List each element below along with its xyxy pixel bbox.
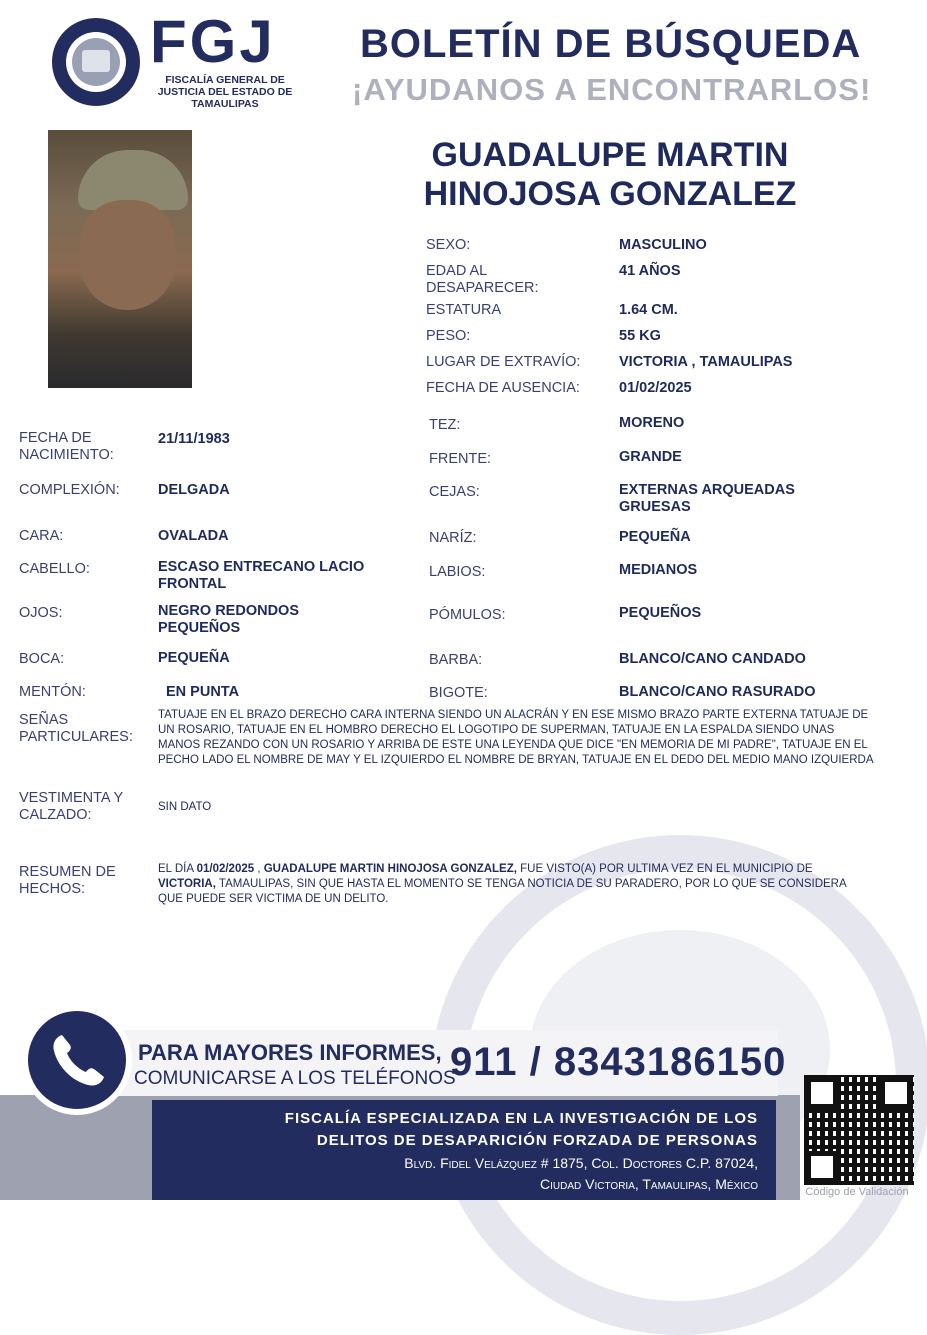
field-value-frente: GRANDE [619, 449, 682, 465]
contact-line-1: PARA MAYORES INFORMES, [138, 1040, 442, 1065]
vestimenta-text: SIN DATO [158, 801, 212, 813]
senas-label: SEÑAS PARTICULARES: [19, 712, 133, 746]
field-label-tez: TEZ: [429, 417, 461, 433]
field-value-fecha-ausencia: 01/02/2025 [619, 380, 692, 396]
field-value-bigote: BLANCO/CANO RASURADO [619, 684, 816, 700]
field-value-sexo: MASCULINO [619, 237, 707, 253]
field-label-nariz: NARÍZ: [429, 530, 477, 546]
vestimenta-label: VESTIMENTA Y CALZADO: [19, 790, 123, 824]
field-label-boca: BOCA: [19, 651, 65, 667]
field-label-menton: MENTÓN: [19, 684, 86, 700]
footer-line-1: FISCALÍA ESPECIALIZADA EN LA INVESTIGACIÓN DE LOS [284, 1110, 758, 1127]
field-label-lugar: LUGAR DE EXTRAVÍO: [426, 354, 581, 370]
field-label-estatura: ESTATURA [426, 302, 502, 318]
field-label-complexion: COMPLEXIÓN: [19, 482, 120, 498]
resumen-label: RESUMEN DE HECHOS: [19, 864, 116, 898]
name-line-1: GUADALUPE MARTIN [431, 136, 789, 174]
field-label-pomulos: PÓMULOS: [429, 607, 506, 623]
footer-line-3: Blvd. Fidel Velázquez # 1875, Col. Doctores C.P. 87024, [404, 1155, 758, 1171]
field-label-fecha-ausencia: FECHA DE AUSENCIA: [426, 380, 580, 396]
phone-icon [22, 1005, 132, 1115]
field-value-complexion: DELGADA [158, 482, 230, 498]
field-value-estatura: 1.64 CM. [619, 302, 678, 318]
field-label-cejas: CEJAS: [429, 484, 480, 500]
field-value-ojos: NEGRO REDONDOS PEQUEÑOS [158, 603, 299, 637]
footer-block [152, 1100, 776, 1200]
field-label-nacimiento: FECHA DE NACIMIENTO: [19, 430, 114, 464]
field-label-edad: EDAD AL DESAPARECER: [426, 263, 539, 297]
field-value-cabello: ESCASO ENTRECANO LACIO FRONTAL [158, 559, 365, 593]
field-label-barba: BARBA: [429, 652, 483, 668]
field-value-labios: MEDIANOS [619, 562, 698, 578]
page-subtitle: ¡AYUDANOS A ENCONTRARLOS! [352, 72, 872, 107]
person-photo [48, 130, 192, 388]
field-value-pomulos: PEQUEÑOS [619, 605, 702, 621]
field-value-cejas: EXTERNAS ARQUEADAS GRUESAS [619, 482, 795, 516]
qr-code-icon [804, 1075, 914, 1185]
field-value-tez: MORENO [619, 415, 685, 431]
field-label-frente: FRENTE: [429, 451, 492, 467]
contact-phones: 911 / 8343186150 [450, 1040, 787, 1084]
logo-subtitle: FISCALÍA GENERAL DE JUSTICIA DEL ESTADO DE TAMAULIPAS [157, 74, 293, 111]
field-label-ojos: OJOS: [19, 605, 63, 621]
page-title: BOLETÍN DE BÚSQUEDA [360, 22, 862, 66]
field-value-nariz: PEQUEÑA [619, 529, 691, 545]
field-label-labios: LABIOS: [429, 564, 486, 580]
contact-line-2: COMUNICARSE A LOS TELÉFONOS [134, 1068, 456, 1089]
field-label-cabello: CABELLO: [19, 561, 90, 577]
field-value-boca: PEQUEÑA [158, 650, 230, 666]
footer-line-2: DELITOS DE DESAPARICIÓN FORZADA DE PERSONAS [316, 1132, 758, 1149]
resumen-text: EL DÍA 01/02/2025 , GUADALUPE MARTIN HINOJOSA GONZALEZ, FUE VISTO(A) POR ULTIMA VEZ EN EL MUNICIPIO DE VICTORIA, TAMAULIPAS, SIN QUE HASTA EL MOMENTO SE TENGA NOTICIA DE SU PARADERO, POR LO QUE SE CONSIDERA QUE PUEDE SER VICTIMA DE UN DELITO. [158, 863, 847, 905]
field-value-edad: 41 AÑOS [619, 263, 681, 279]
field-value-lugar: VICTORIA , TAMAULIPAS [619, 354, 793, 370]
field-label-sexo: SEXO: [426, 237, 471, 253]
fgj-seal-icon [52, 18, 140, 106]
field-value-peso: 55 KG [619, 328, 661, 344]
field-value-menton: EN PUNTA [166, 684, 240, 700]
field-label-bigote: BIGOTE: [429, 685, 488, 701]
field-label-peso: PESO: [426, 328, 471, 344]
footer-line-4: Ciudad Victoria, Tamaulipas, México [540, 1176, 758, 1192]
field-value-cara: OVALADA [158, 528, 229, 544]
logo-text: FGJ [150, 8, 276, 75]
field-label-cara: CARA: [19, 528, 64, 544]
senas-text: TATUAJE EN EL BRAZO DERECHO CARA INTERNA SIENDO UN ALACRÁN Y EN ESE MISMO BRAZO PARTE EXTERNA TATUAJE DE UN ROSARIO, TATUAJE EN EL HOMBRO DERECHO EL LOGOTIPO DE SUPERMAN, TATUAJE EN LA ESPALDA SIENDO UNAS MANOS REZANDO CON UN ROSARIO Y ARRIBA DE ESTE UNA LEYENDA QUE DICE "EN MEMORIA DE MI PADRE", TATUAJE EN EL PECHO LADO EL NOMBRE DE MAY Y EL IZQUIERDO EL NOMBRE DE BRYAN, TATUAJE EN EL DEDO DEL MEDIO MANO IZQUIERDA [158, 709, 874, 766]
name-line-2: HINOJOSA GONZALEZ [423, 175, 797, 214]
person-name [390, 136, 830, 214]
field-value-nacimiento: 21/11/1983 [158, 431, 230, 447]
field-value-barba: BLANCO/CANO CANDADO [619, 651, 806, 667]
qr-caption: Código de Validación [805, 1186, 909, 1198]
